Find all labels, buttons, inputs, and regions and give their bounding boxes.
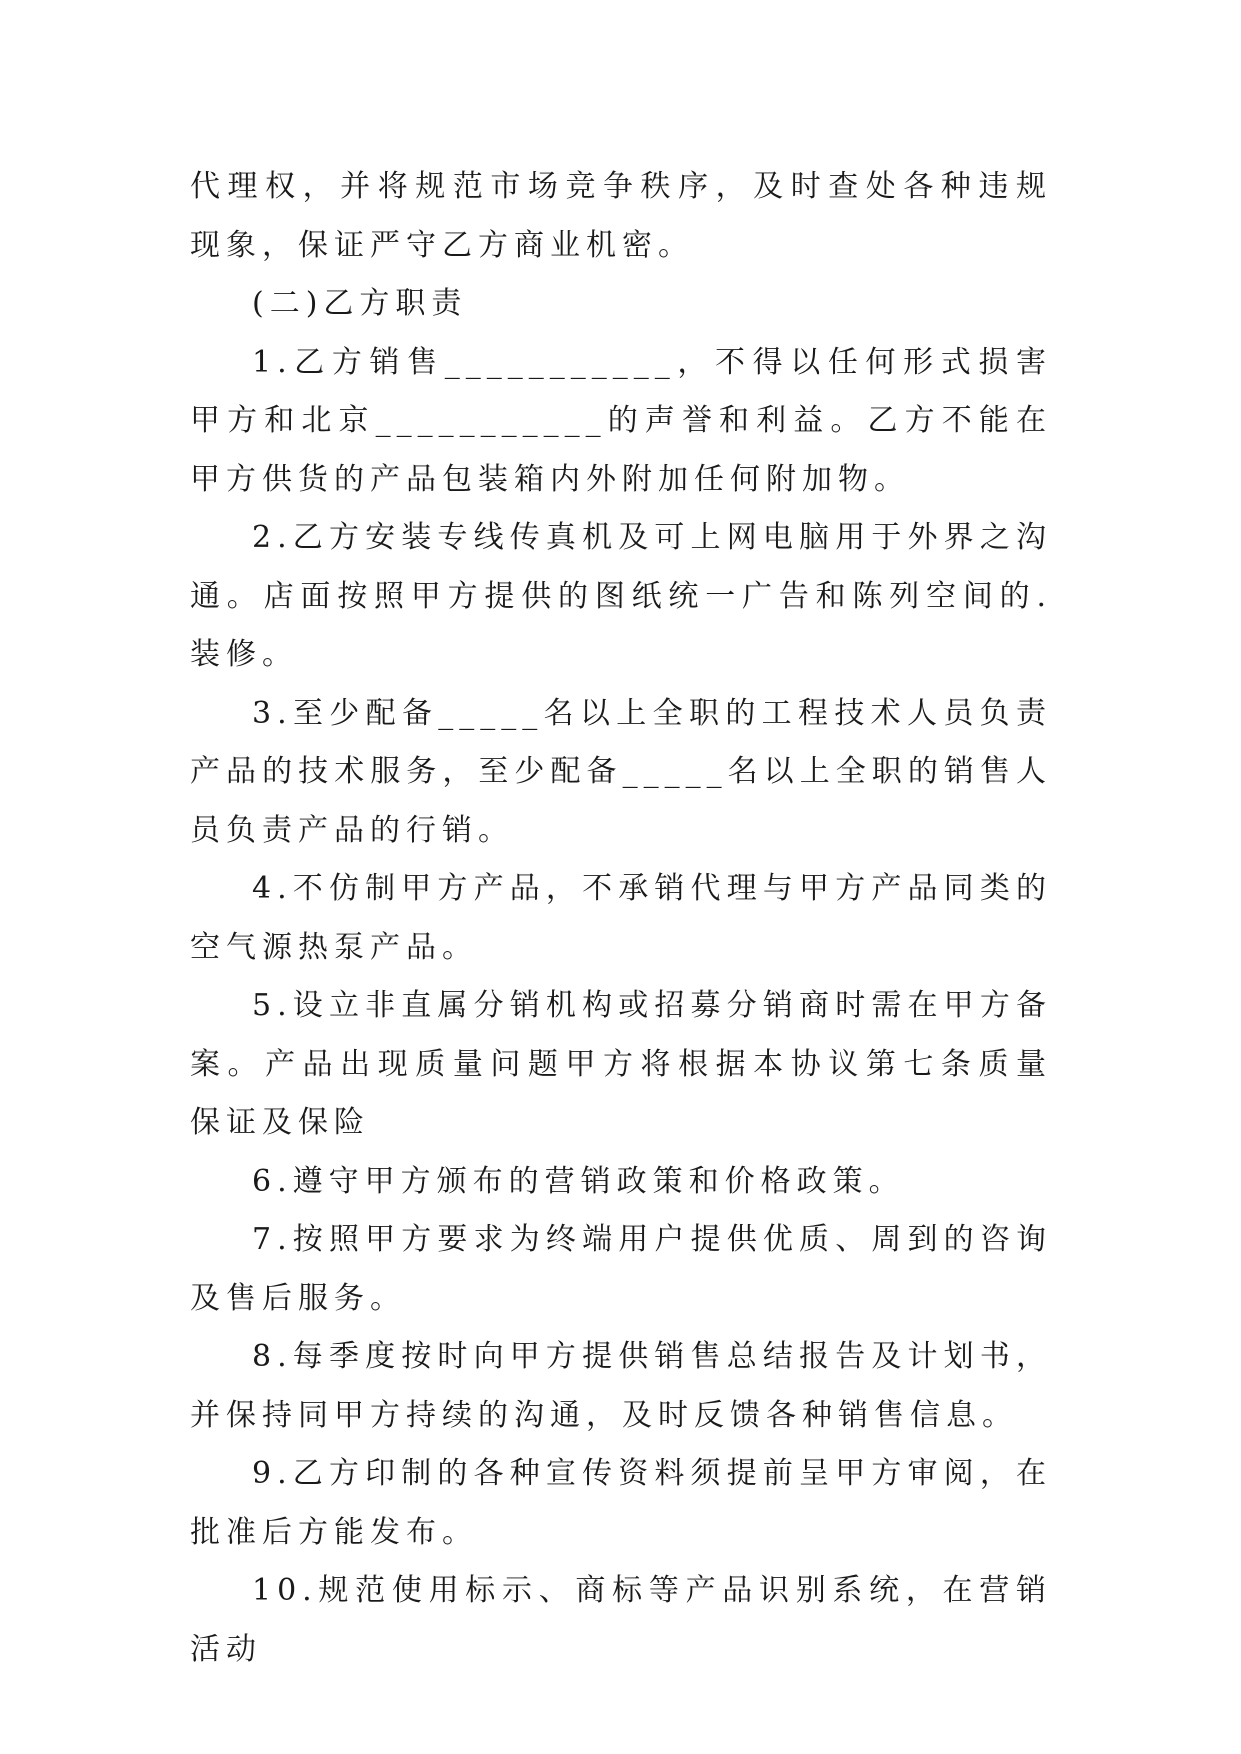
- clause-6: 6.遵守甲方颁布的营销政策和价格政策。: [252, 1163, 905, 1199]
- clause-4: 4.不仿制甲方产品，不承销代理与甲方产品同类的空气源热泵产品。: [190, 871, 1052, 965]
- clause-9: 9.乙方印制的各种宣传资料须提前呈甲方审阅，在批准后方能发布。: [190, 1456, 1052, 1550]
- clause-2: 2.乙方安装专线传真机及可上网电脑用于外界之沟通。店面按照甲方提供的图纸统一广告和陈列空间的.装修。: [190, 520, 1052, 672]
- clause-10: 10.规范使用标示、商标等产品识别系统，在营销活动: [190, 1573, 1052, 1667]
- clause-1: 1.乙方销售___________，不得以任何形式损害甲方和北京___________的声誉和利益。乙方不能在甲方供货的产品包装箱内外附加任何附加物。: [190, 344, 1052, 497]
- clause-7: 7.按照甲方要求为终端用户提供优质、周到的咨询及售后服务。: [190, 1222, 1052, 1316]
- clause-3: 3.至少配备_____名以上全职的工程技术人员负责产品的技术服务，至少配备_____名以上全职的销售人员负责产品的行销。: [190, 695, 1052, 848]
- paragraph-continuation: 代理权，并将规范市场竞争秩序，及时查处各种违规现象，保证严守乙方商业机密。: [190, 169, 1052, 263]
- clause-5: 5.设立非直属分销机构或招募分销商时需在甲方备案。产品出现质量问题甲方将根据本协议第七条质量保证及保险: [190, 988, 1052, 1140]
- document-body: [190, 158, 1052, 1679]
- clause-8: 8.每季度按时向甲方提供销售总结报告及计划书，并保持同甲方持续的沟通，及时反馈各种销售信息。: [190, 1339, 1052, 1433]
- section-heading-party-b-duties: (二)乙方职责: [252, 286, 468, 321]
